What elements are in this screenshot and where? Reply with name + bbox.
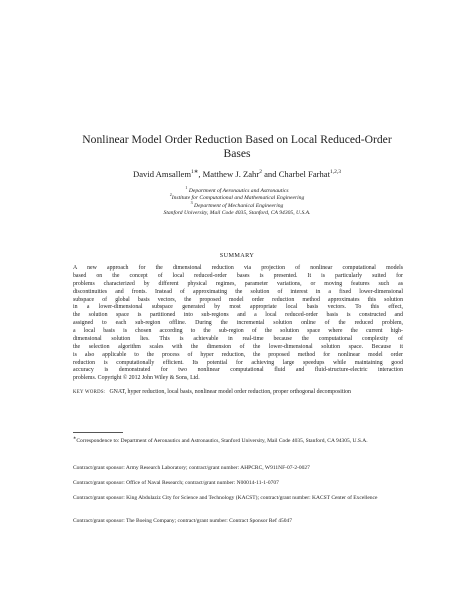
- abstract-line: a local basis is chosen according to the sub-region of the solution space where the current high-: [73, 328, 403, 334]
- author-name: David Amsallem: [133, 169, 191, 179]
- abstract-line: problems. Copyright © 2012 John Wiley & Sons, Ltd.: [73, 375, 200, 382]
- abstract-line: dimensional solution lies. This is achievable in real-time because the computational complexity of: [73, 335, 403, 342]
- abstract-line: the solution space is partitioned into sub-regions and a local reduced-order basis is constructed and: [73, 312, 403, 319]
- abstract-line: in a lower-dimensional subspace generated by most appropriate local basis vectors. To this effect,: [73, 304, 403, 311]
- footnote-text: Correspondence to: Department of Aeronautics and Astronautics, Stanford University, Mail Code 4035, Stanford, CA 94305, U.S.A.: [76, 438, 368, 444]
- footnote-sponsor: Contract/grant sponsor: Office of Naval Research; contract/grant number: N00014-11-1-0707: [73, 480, 279, 486]
- author-separator: and: [261, 169, 279, 179]
- footnote-mark: ∗: [73, 435, 77, 441]
- abstract: [73, 265, 403, 383]
- abstract-line: reduction is computationally efficient. Its potential for achieving large speedups while maintaining good: [73, 359, 403, 366]
- paper-title: [60, 133, 414, 161]
- author-list: [40, 169, 434, 180]
- author-affiliation-mark: 2: [259, 169, 262, 176]
- footnote-correspondence: [73, 435, 403, 445]
- affiliation-mark: 1: [185, 185, 188, 191]
- title-line-2: Bases: [223, 147, 251, 160]
- abstract-line: the selection algorithm scales with the dimension of the lower-dimensional solution space. Because it: [73, 343, 403, 350]
- author-separator: ,: [198, 169, 203, 179]
- affiliation-text: Stanford University, Mail Code 4035, Stanford, CA 94305, U.S.A.: [163, 210, 311, 217]
- keywords-text: GNAT, hyper reduction, local basis, nonlinear model order reduction, proper orthogonal decomposition: [109, 389, 351, 395]
- footnote-rule: [73, 432, 123, 433]
- affiliation-line: [40, 210, 434, 217]
- affiliation-line: [40, 192, 434, 202]
- abstract-line: accuracy is demonstrated for two nonlinear computational fluid and fluid-structure-electric interaction: [73, 367, 403, 374]
- abstract-line: discontinuities and fronts. Instead of approximating the solution of interest in a fixed lower-dimensional: [73, 288, 403, 295]
- keywords: [73, 388, 403, 397]
- author-name: Charbel Farhat: [278, 169, 330, 179]
- author-affiliation-mark: 1∗: [191, 169, 199, 176]
- abstract-line: A new approach for the dimensional reduction via projection of nonlinear computational models: [73, 265, 403, 271]
- affiliation-text: Department of Aeronautics and Astronautics: [187, 188, 289, 194]
- affiliation-text: Institute for Computational and Mathematical Engineering: [171, 195, 305, 202]
- footnote-sponsor: Contract/grant sponsor: Army Research Laboratory; contract/grant number: AHPCRC, W911NF-07-2-0027: [73, 465, 310, 471]
- keywords-label: KEY WORDS:: [73, 390, 106, 395]
- author-name: Matthew J. Zahr: [202, 169, 260, 179]
- abstract-line: subspace of global basis vectors, the proposed model order reduction method approximates this solution: [73, 296, 403, 303]
- affiliations: [40, 185, 434, 218]
- abstract-line: assigned to each sub-region offline. During the incremental solution online of the reduced problem,: [73, 320, 403, 327]
- affiliation-mark: 2: [169, 192, 172, 198]
- author-affiliation-mark: 1,2,3: [330, 169, 341, 176]
- abstract-line: based on the concept of local reduced-order bases is presented. It is particularly suited for: [73, 272, 403, 279]
- summary-heading: SUMMARY: [219, 252, 255, 259]
- footnote-sponsor: Contract/grant sponsor: The Boeing Company; contract/grant number: Contract Sponsor Ref 45047: [73, 518, 292, 524]
- affiliation-mark: 3: [190, 199, 193, 205]
- abstract-line: problems characterized by different physical regimes, parameter variations, or moving features such as: [73, 280, 403, 287]
- title-line-1: Nonlinear Model Order Reduction Based on Local Reduced-Order: [82, 133, 392, 146]
- abstract-line: is also applicable to the process of hyper reduction, the proposed method for nonlinear model order: [73, 351, 403, 358]
- affiliation-text: Department of Mechanical Engineering: [192, 202, 284, 209]
- footnote-sponsor: Contract/grant sponsor: King Abdulaziz City for Science and Technology (KACST); contract/grant number: KACST Center of Excellence: [73, 495, 378, 501]
